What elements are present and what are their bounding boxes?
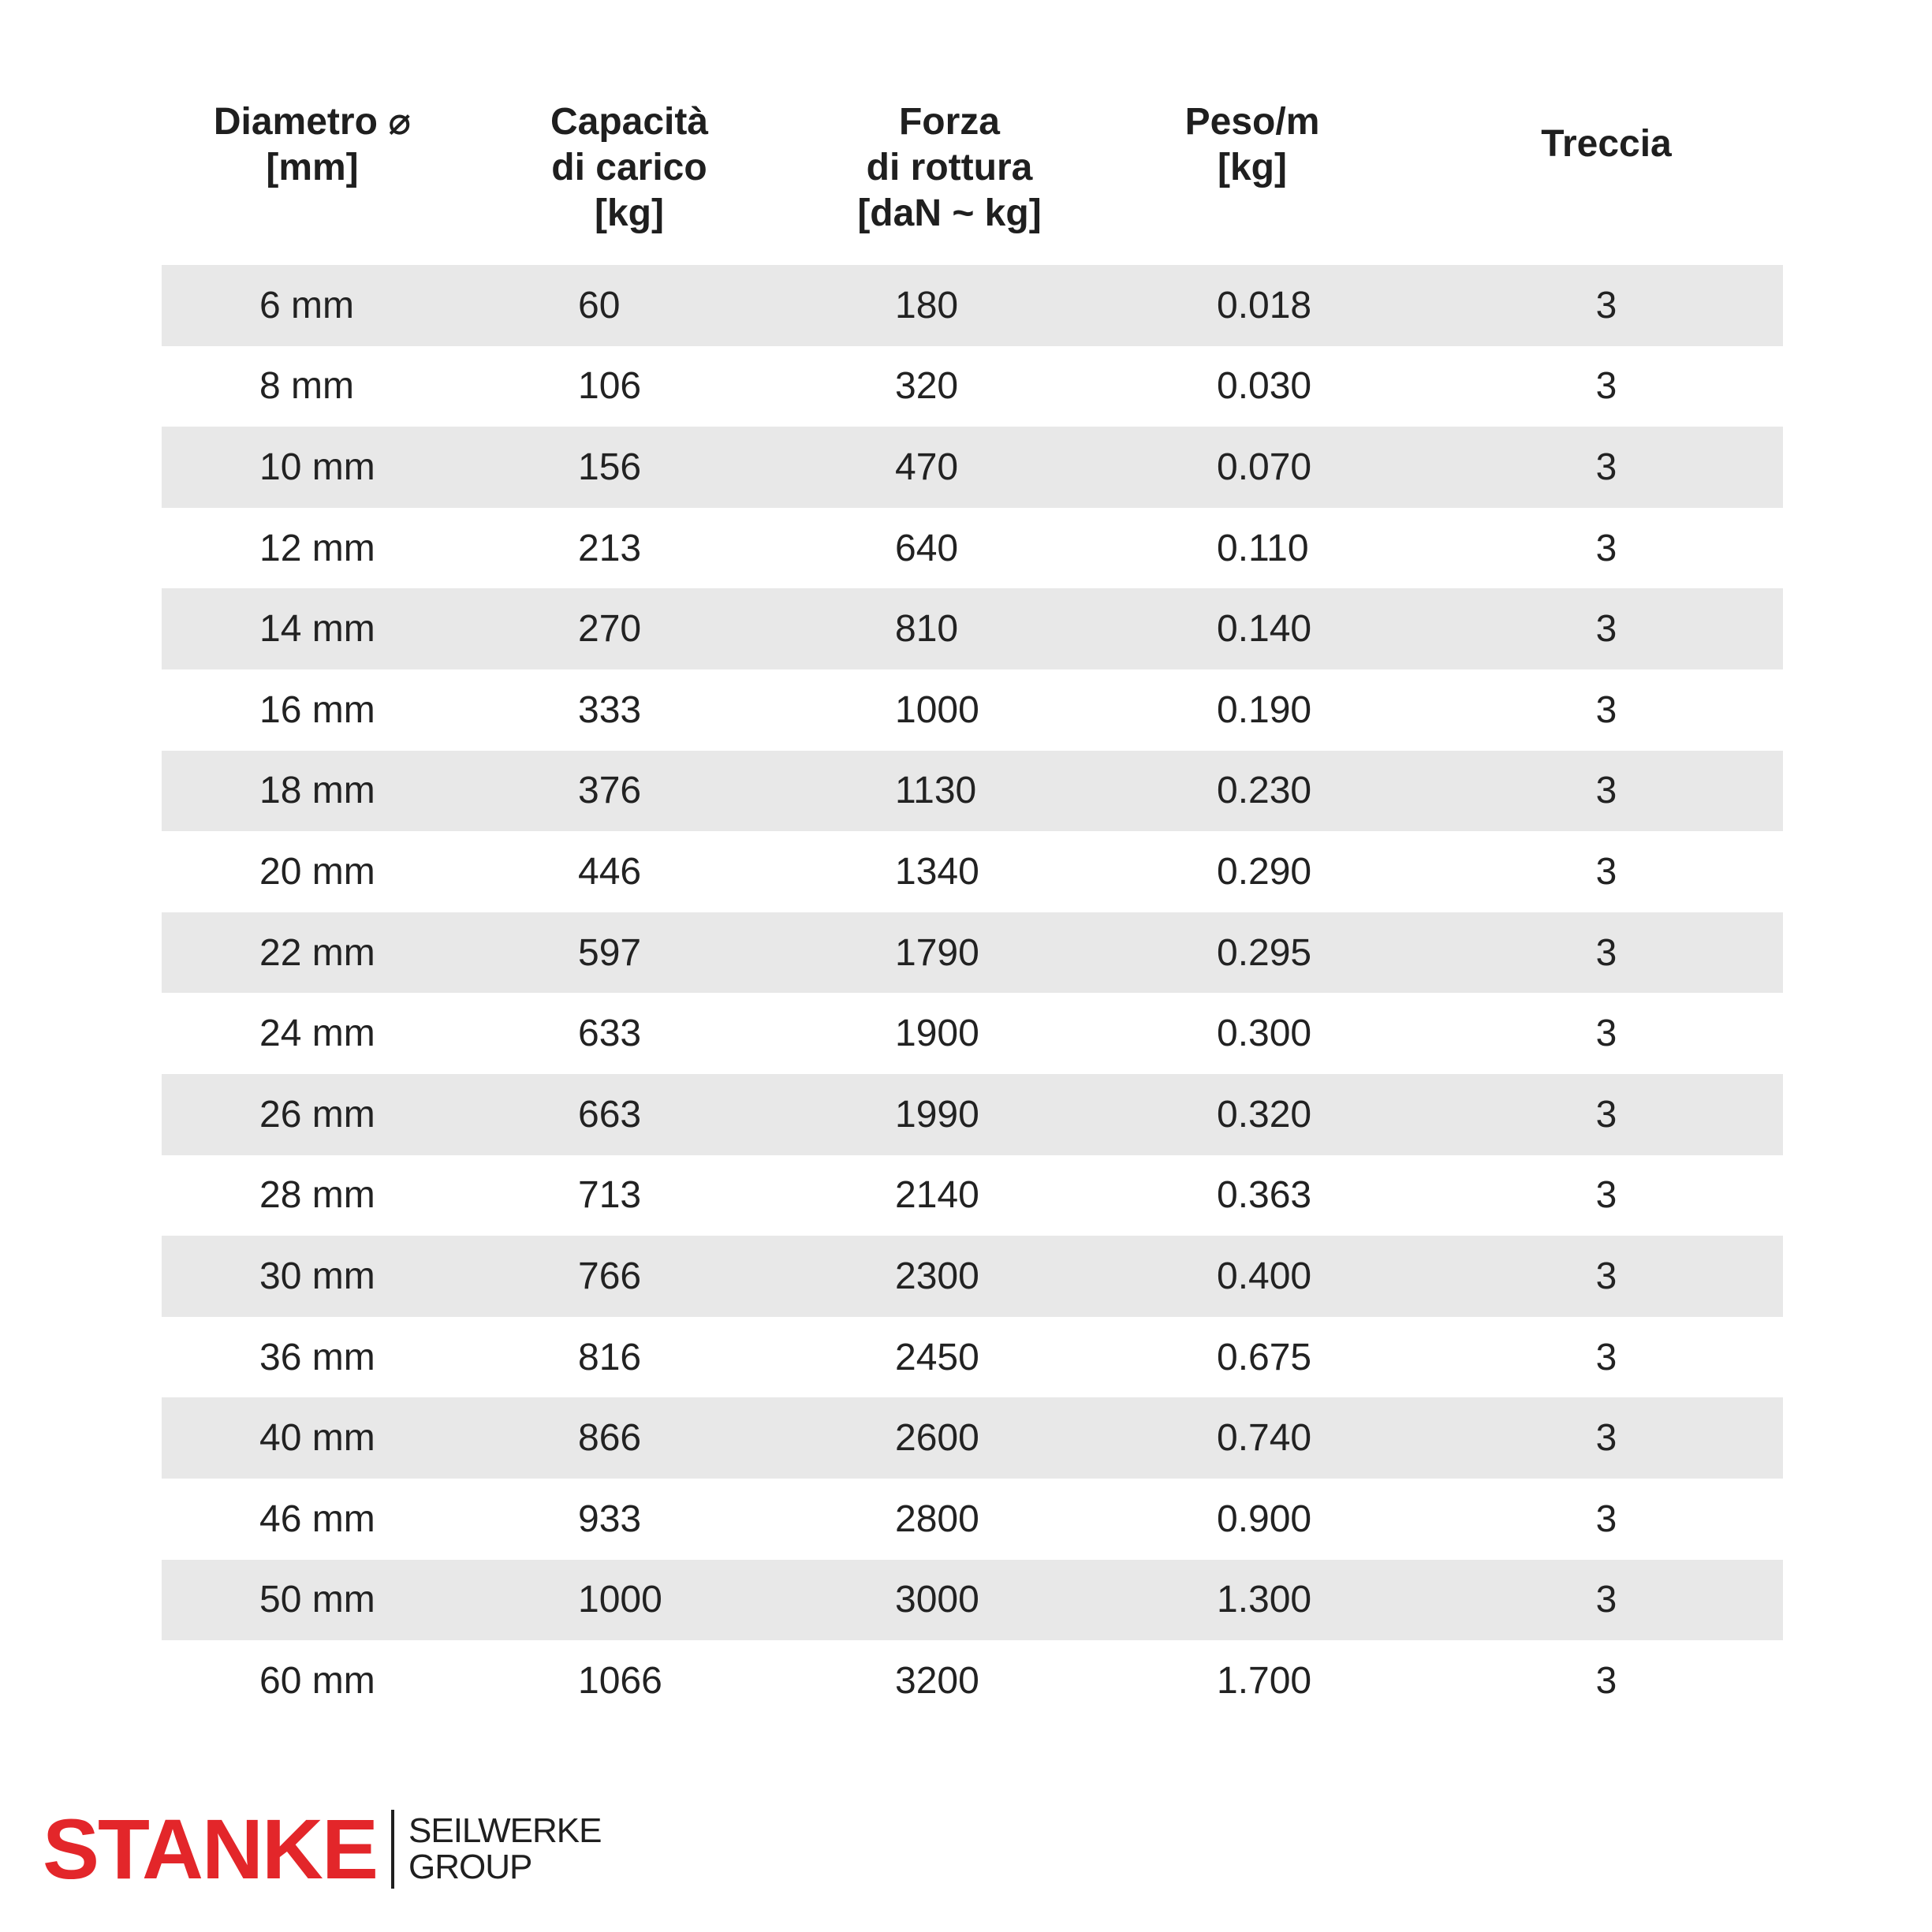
cell-diametro: 28 mm [259,1174,375,1217]
cell-forza: 470 [895,446,959,488]
cell-capacita: 633 [578,1013,642,1055]
table-row [162,1560,1783,1641]
cell-treccia: 3 [1595,1255,1617,1297]
table-row [162,1236,1783,1317]
table-row [162,993,1783,1074]
cell-capacita: 106 [578,365,642,408]
cell-treccia: 3 [1595,1013,1617,1055]
cell-capacita: 766 [578,1255,642,1297]
cell-diametro: 50 mm [259,1579,375,1621]
cell-forza: 180 [895,284,959,326]
cell-peso: 0.295 [1217,931,1312,974]
cell-capacita: 663 [578,1093,642,1136]
cell-capacita: 333 [578,688,642,731]
cell-diametro: 14 mm [259,608,375,651]
cell-treccia: 3 [1595,1579,1617,1621]
cell-peso: 0.740 [1217,1417,1312,1460]
logo-line-1: SEILWERKE [408,1811,602,1850]
cell-treccia: 3 [1595,1497,1617,1540]
table-row [162,831,1783,912]
cell-treccia: 3 [1595,770,1617,812]
cell-capacita: 713 [578,1174,642,1217]
cell-peso: 0.140 [1217,608,1312,651]
cell-diametro: 40 mm [259,1417,375,1460]
table-row [162,751,1783,832]
cell-treccia: 3 [1595,1336,1617,1378]
cell-treccia: 3 [1595,446,1617,488]
cell-forza: 2600 [895,1417,979,1460]
cell-peso: 0.320 [1217,1093,1312,1136]
header-diametro: Diametro ⌀ [mm] [213,101,412,188]
cell-peso: 0.018 [1217,284,1312,326]
cell-capacita: 60 [578,284,621,326]
cell-treccia: 3 [1595,365,1617,408]
cell-peso: 0.030 [1217,365,1312,408]
cell-forza: 1340 [895,850,979,893]
cell-capacita: 213 [578,527,642,569]
header-forza: Forza di rottura [daN ~ kg] [857,101,1042,234]
cell-peso: 0.230 [1217,770,1312,812]
table-row [162,1155,1783,1236]
table-row [162,1479,1783,1560]
table-header-row [162,99,1783,265]
cell-forza: 1990 [895,1093,979,1136]
cell-forza: 3000 [895,1579,979,1621]
cell-forza: 640 [895,527,959,569]
cell-peso: 0.363 [1217,1174,1312,1217]
cell-peso: 1.700 [1217,1659,1312,1702]
cell-treccia: 3 [1595,1659,1617,1702]
table-row [162,669,1783,751]
cell-diametro: 36 mm [259,1336,375,1378]
logo-subtitle [408,1813,601,1885]
logo-line-2: GROUP [408,1848,532,1886]
cell-diametro: 10 mm [259,446,375,488]
cell-diametro: 20 mm [259,850,375,893]
cell-treccia: 3 [1595,688,1617,731]
cell-peso: 0.070 [1217,446,1312,488]
cell-forza: 2140 [895,1174,979,1217]
cell-treccia: 3 [1595,931,1617,974]
cell-capacita: 270 [578,608,642,651]
cell-peso: 0.190 [1217,688,1312,731]
cell-treccia: 3 [1595,608,1617,651]
table-row [162,427,1783,508]
cell-capacita: 933 [578,1497,642,1540]
stanke-logo [43,1801,602,1897]
cell-forza: 320 [895,365,959,408]
cell-capacita: 866 [578,1417,642,1460]
rope-spec-table [162,99,1783,1721]
cell-diametro: 6 mm [259,284,354,326]
cell-diametro: 18 mm [259,770,375,812]
cell-diametro: 60 mm [259,1659,375,1702]
cell-capacita: 446 [578,850,642,893]
table-row [162,1074,1783,1155]
table-row [162,1317,1783,1398]
cell-capacita: 816 [578,1336,642,1378]
table-row [162,1397,1783,1479]
cell-diametro: 46 mm [259,1497,375,1540]
cell-diametro: 22 mm [259,931,375,974]
cell-forza: 2450 [895,1336,979,1378]
cell-forza: 1000 [895,688,979,731]
cell-peso: 0.675 [1217,1336,1312,1378]
cell-peso: 0.110 [1217,527,1309,569]
cell-forza: 2300 [895,1255,979,1297]
cell-diametro: 12 mm [259,527,375,569]
cell-forza: 2800 [895,1497,979,1540]
logo-brand: STANKE [43,1801,378,1897]
cell-treccia: 3 [1595,527,1617,569]
table-row [162,265,1783,346]
cell-diametro: 8 mm [259,365,354,408]
cell-diametro: 26 mm [259,1093,375,1136]
cell-peso: 0.300 [1217,1013,1312,1055]
cell-forza: 1790 [895,931,979,974]
cell-forza: 1900 [895,1013,979,1055]
table-row [162,912,1783,994]
header-capacita: Capacità di carico [kg] [550,101,709,234]
cell-capacita: 597 [578,931,642,974]
header-treccia: Treccia [1541,123,1672,165]
cell-peso: 0.400 [1217,1255,1312,1297]
cell-peso: 0.290 [1217,850,1312,893]
cell-diametro: 30 mm [259,1255,375,1297]
table-body [162,265,1783,1721]
table-row [162,508,1783,589]
cell-treccia: 3 [1595,1174,1617,1217]
cell-treccia: 3 [1595,1417,1617,1460]
table-row [162,346,1783,427]
cell-capacita: 1066 [578,1659,662,1702]
cell-capacita: 156 [578,446,642,488]
cell-diametro: 16 mm [259,688,375,731]
cell-peso: 1.300 [1217,1579,1312,1621]
cell-treccia: 3 [1595,284,1617,326]
cell-capacita: 1000 [578,1579,662,1621]
cell-treccia: 3 [1595,850,1617,893]
cell-treccia: 3 [1595,1093,1617,1136]
cell-diametro: 24 mm [259,1013,375,1055]
table-row [162,1640,1783,1721]
cell-capacita: 376 [578,770,642,812]
header-peso: Peso/m [kg] [1184,101,1320,188]
table-row [162,588,1783,669]
cell-peso: 0.900 [1217,1497,1312,1540]
logo-divider [391,1810,394,1889]
cell-forza: 1130 [895,770,977,812]
cell-forza: 810 [895,608,959,651]
cell-forza: 3200 [895,1659,979,1702]
